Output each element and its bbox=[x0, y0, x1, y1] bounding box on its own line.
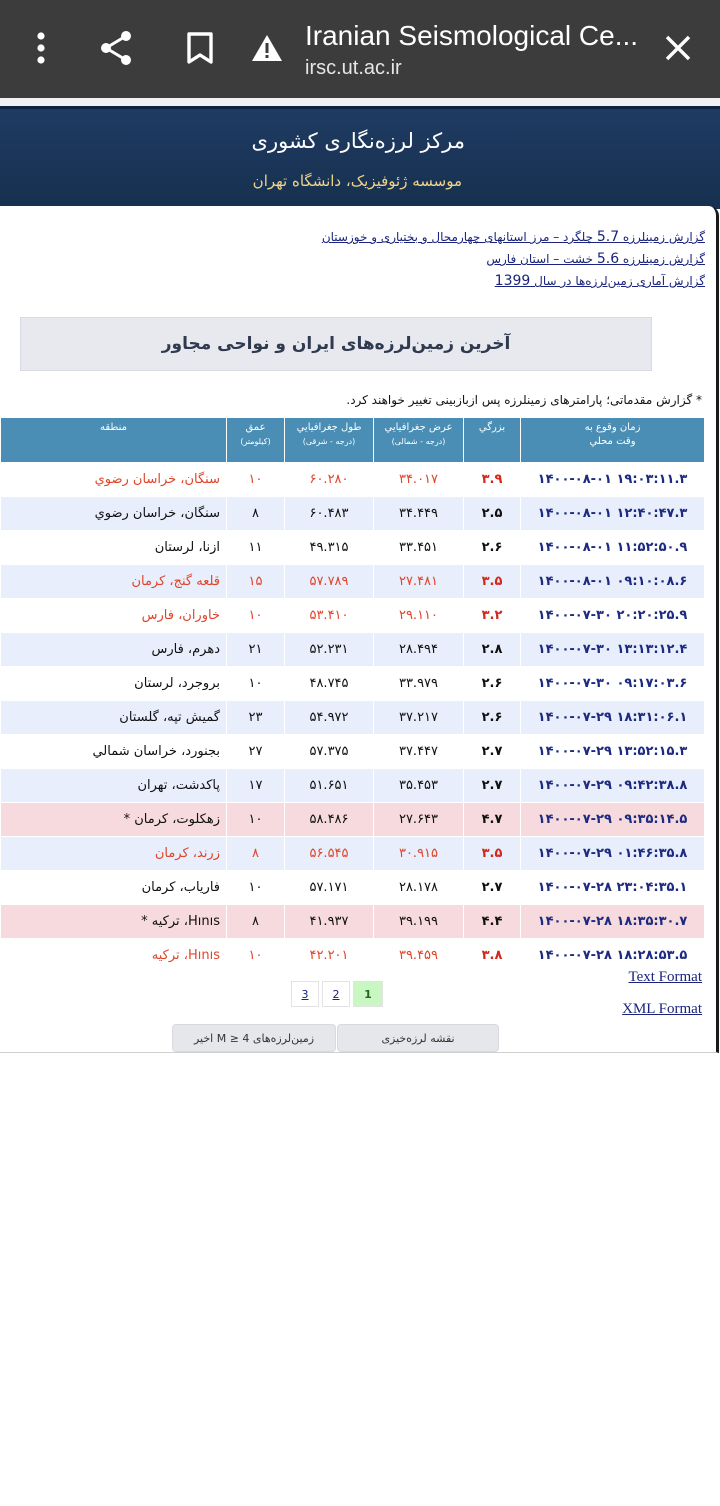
more-vert-icon[interactable] bbox=[15, 22, 67, 74]
col-longitude[interactable]: طول جغرافيايي (درجه - شرقی) bbox=[285, 418, 374, 463]
browser-toolbar bbox=[0, 0, 720, 98]
share-icon[interactable] bbox=[90, 22, 142, 74]
page-url[interactable]: irsc.ut.ac.ir bbox=[305, 57, 402, 79]
table-row[interactable]: بروجرد، لرستان ۱۰ ۴۸.۷۴۵ ۳۳.۹۷۹ ۲.۶ ۱۴۰۰-۰۷-۳۰ ۰۹:۱۷:۰۳.۶ bbox=[1, 667, 705, 701]
report-link-annual[interactable]: گزارش آماری زمین‌لرزه‌ها در سال 1399 bbox=[494, 273, 705, 289]
text-format-link[interactable]: Text Format bbox=[628, 969, 702, 985]
pagination bbox=[291, 981, 386, 1006]
table-row[interactable]: فارياب، كرمان ۱۰ ۵۷.۱۷۱ ۲۸.۱۷۸ ۲.۷ ۱۴۰۰-۰۷-۲۸ ۲۳:۰۴:۳۵.۱ bbox=[1, 871, 705, 905]
report-link-chelgerd[interactable]: گزارش زمینلرزه 5.7 چلگرد – مرز استانهای چهارمحال و بختیاری و خوزستان bbox=[321, 229, 705, 245]
seismicity-map-button[interactable]: نقشه لرزه‌خیزی bbox=[337, 1024, 499, 1052]
section-heading: آخرین زمین‌لرزه‌های ایران و نواحی مجاور bbox=[20, 317, 652, 371]
table-row[interactable]: بجنورد، خراسان شمالي ۲۷ ۵۷.۳۷۵ ۳۷.۴۴۷ ۲.۷ ۱۴۰۰-۰۷-۲۹ ۱۳:۵۲:۱۵.۳ bbox=[1, 735, 705, 769]
table-row[interactable]: سنگان، خراسان رضوي ۸ ۶۰.۴۸۳ ۳۴.۴۴۹ ۲.۵ ۱۴۰۰-۰۸-۰۱ ۱۲:۴۰:۴۷.۳ bbox=[1, 497, 705, 531]
recent-m4-quakes-button[interactable]: زمین‌لرزه‌های M ≥ 4 اخیر bbox=[172, 1024, 336, 1052]
preliminary-note: * گزارش مقدماتی؛ پارامترهای زمینلرزه پس ازبازبینی تغییر خواهند کرد. bbox=[346, 393, 702, 407]
toolbar-divider bbox=[0, 98, 720, 106]
page-1-current[interactable]: 1 bbox=[353, 981, 383, 1007]
page-title: Iranian Seismological Ce... bbox=[305, 20, 639, 51]
report-links bbox=[322, 226, 705, 292]
warning-icon[interactable] bbox=[241, 22, 293, 74]
page-2-link[interactable]: 2 bbox=[322, 981, 350, 1007]
table-header-row bbox=[1, 418, 705, 463]
close-icon[interactable] bbox=[652, 22, 704, 74]
site-header bbox=[0, 106, 720, 209]
table-row[interactable]: گميش تپه، گلستان ۲۳ ۵۴.۹۷۲ ۳۷.۲۱۷ ۲.۶ ۱۴۰۰-۰۷-۲۹ ۱۸:۳۱:۰۶.۱ bbox=[1, 701, 705, 735]
site-title: مرکز لرزه‌نگاری کشوری bbox=[251, 129, 465, 153]
page-3-link[interactable]: 3 bbox=[291, 981, 319, 1007]
col-latitude[interactable]: عرض جغرافيايي (درجه - شمالی) bbox=[374, 418, 464, 463]
table-row[interactable]: خاوران، فارس ۱۰ ۵۳.۴۱۰ ۲۹.۱۱۰ ۳.۲ ۱۴۰۰-۰۷-۳۰ ۲۰:۲۰:۲۵.۹ bbox=[1, 599, 705, 633]
table-row[interactable]: زرند، كرمان ۸ ۵۶.۵۴۵ ۳۰.۹۱۵ ۳.۵ ۱۴۰۰-۰۷-۲۹ ۰۱:۴۶:۳۵.۸ bbox=[1, 837, 705, 871]
table-row[interactable]: پاكدشت، تهران ۱۷ ۵۱.۶۵۱ ۳۵.۴۵۳ ۲.۷ ۱۴۰۰-۰۷-۲۹ ۰۹:۴۲:۳۸.۸ bbox=[1, 769, 705, 803]
site-subtitle: موسسه ژئوفیزیک، دانشگاه تهران bbox=[252, 172, 462, 190]
bookmark-icon[interactable] bbox=[174, 22, 226, 74]
earthquake-table bbox=[0, 417, 705, 973]
table-row[interactable]: زهكلوت، كرمان * ۱۰ ۵۸.۴۸۶ ۲۷.۶۴۳ ۴.۷ ۱۴۰۰-۰۷-۲۹ ۰۹:۳۵:۱۴.۵ bbox=[1, 803, 705, 837]
table-row[interactable]: سنگان، خراسان رضوي ۱۰ ۶۰.۲۸۰ ۳۴.۰۱۷ ۳.۹ ۱۴۰۰-۰۸-۰۱ ۱۹:۰۳:۱۱.۳ bbox=[1, 463, 705, 497]
table-row[interactable]: قلعه گنج، كرمان ۱۵ ۵۷.۷۸۹ ۲۷.۴۸۱ ۳.۵ ۱۴۰۰-۰۸-۰۱ ۰۹:۱۰:۰۸.۶ bbox=[1, 565, 705, 599]
col-time[interactable]: زمان وقوع به وقت محلي bbox=[521, 418, 705, 463]
table-row[interactable]: ازنا، لرستان ۱۱ ۴۹.۳۱۵ ۳۳.۴۵۱ ۲.۶ ۱۴۰۰-۰۸-۰۱ ۱۱:۵۲:۵۰.۹ bbox=[1, 531, 705, 565]
table-row[interactable]: Hınıs، تركيه ۱۰ ۴۲.۲۰۱ ۳۹.۴۵۹ ۳.۸ ۱۴۰۰-۰۷-۲۸ ۱۸:۲۸:۵۳.۵ bbox=[1, 939, 705, 973]
col-region[interactable]: منطقه bbox=[1, 418, 227, 463]
xml-format-link[interactable]: XML Format bbox=[622, 1001, 702, 1017]
col-depth[interactable]: عمق (كيلومتر) bbox=[227, 418, 285, 463]
col-magnitude[interactable]: بزرگي bbox=[464, 418, 521, 463]
report-link-khesht[interactable]: گزارش زمینلرزه 5.6 خشت – استان فارس bbox=[486, 251, 705, 267]
table-row[interactable]: دهرم، فارس ۲۱ ۵۲.۲۳۱ ۲۸.۴۹۴ ۲.۸ ۱۴۰۰-۰۷-۳۰ ۱۳:۱۳:۱۲.۴ bbox=[1, 633, 705, 667]
table-row[interactable]: Hınıs، تركيه * ۸ ۴۱.۹۳۷ ۳۹.۱۹۹ ۴.۴ ۱۴۰۰-۰۷-۲۸ ۱۸:۳۵:۳۰.۷ bbox=[1, 905, 705, 939]
